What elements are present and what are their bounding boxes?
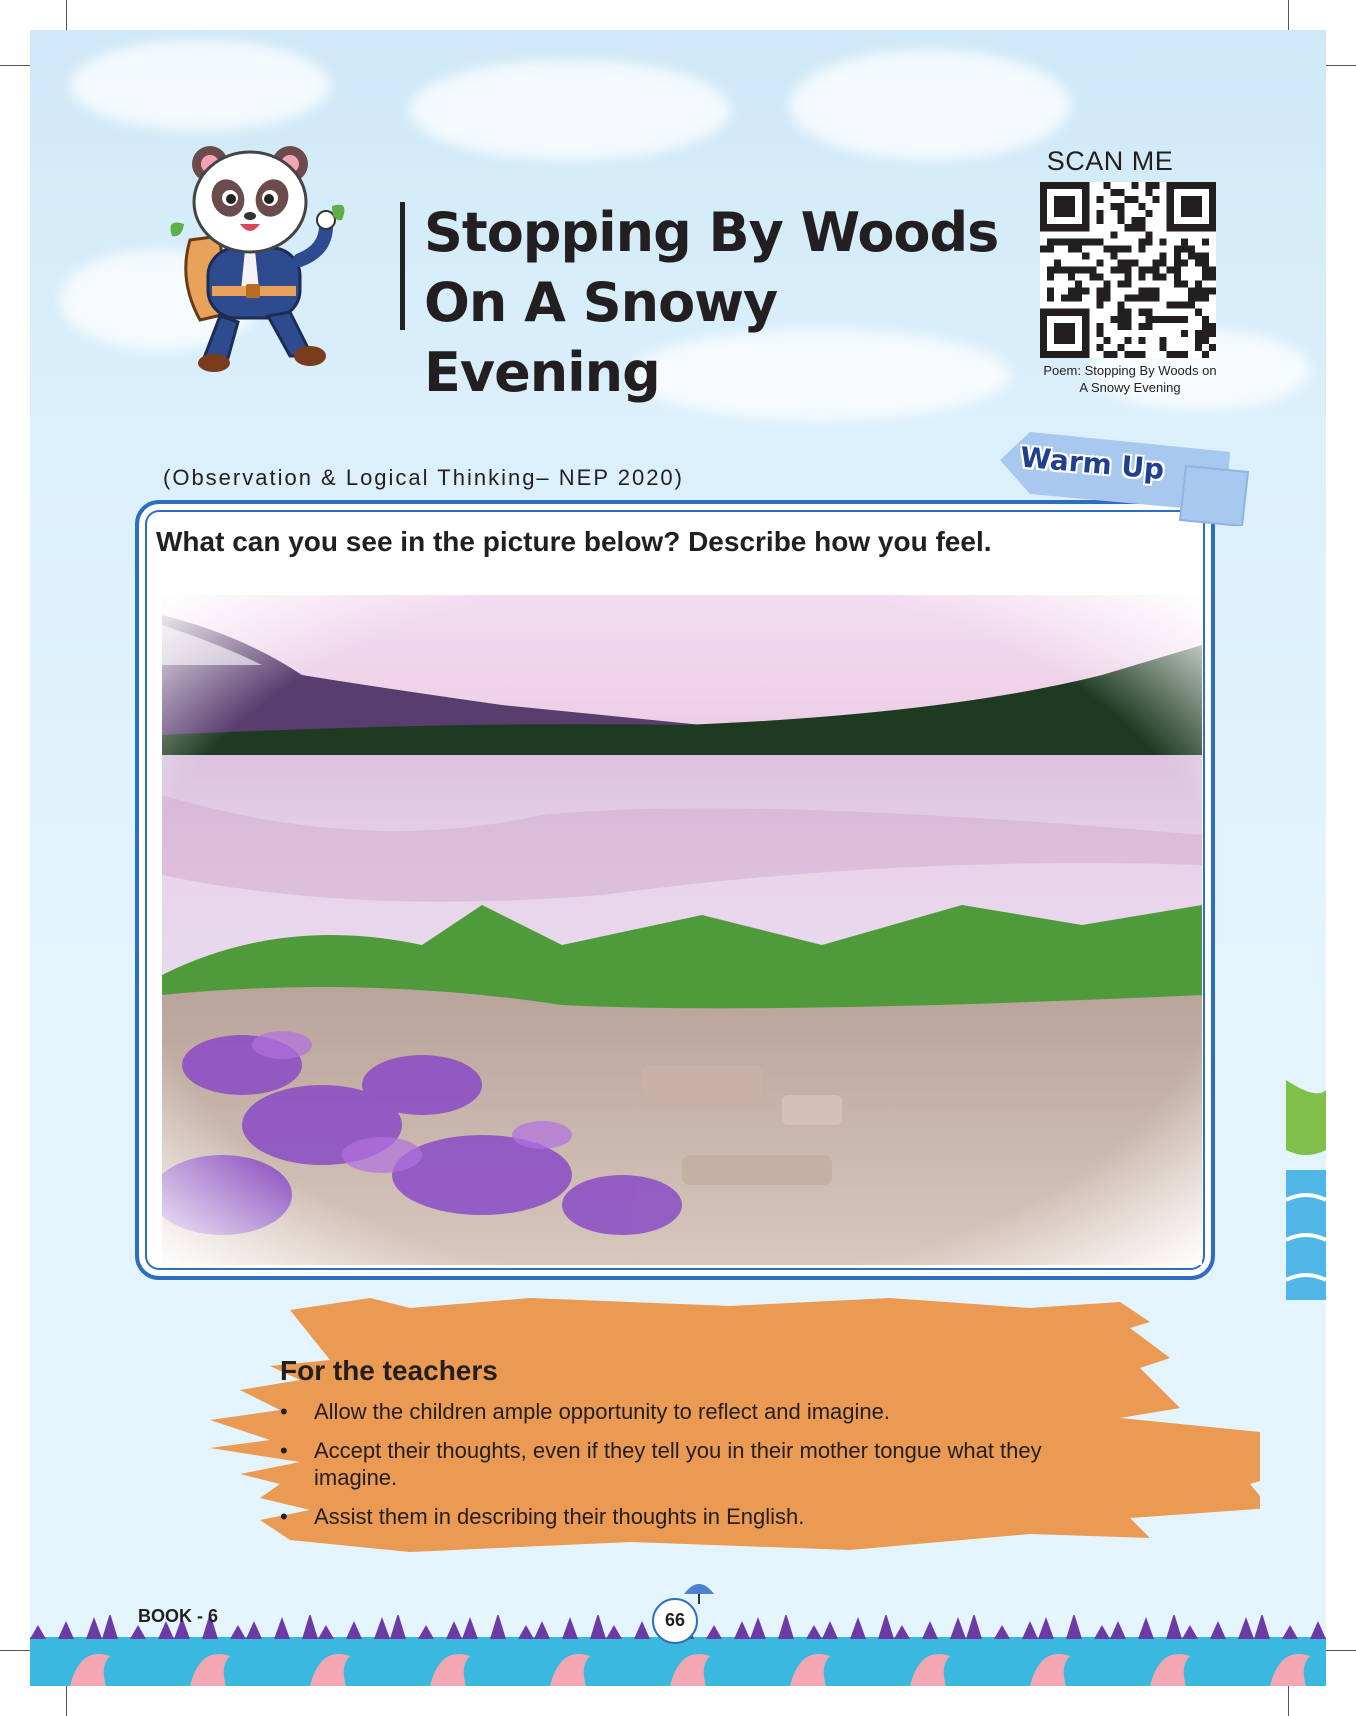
- crop-mark: [1288, 1686, 1289, 1716]
- scan-me-label: SCAN ME: [1046, 146, 1174, 176]
- cloud: [790, 50, 1070, 160]
- book-page: [30, 30, 1326, 1686]
- crop-mark: [1288, 0, 1289, 30]
- crop-mark: [1326, 1650, 1356, 1651]
- qr-code-icon[interactable]: [1040, 182, 1216, 358]
- lake-scene-image: [162, 595, 1202, 1265]
- list-item: • Accept their thoughts, even if they tell you in their mother tongue what they imagine.: [280, 1437, 1120, 1491]
- crop-mark: [1326, 65, 1356, 66]
- page-number: 66: [664, 1610, 686, 1630]
- list-item: • Allow the children ample opportunity to reflect and imagine.: [280, 1398, 1120, 1425]
- qr-caption: [1030, 362, 1230, 396]
- list-item: • Assist them in describing their thoughts in English.: [280, 1503, 1120, 1530]
- warm-up-question: What can you see in the picture below? Describe how you feel.: [156, 526, 992, 557]
- qr-caption-line-1: Poem: Stopping By Woods on: [1043, 363, 1217, 378]
- crop-mark: [66, 0, 67, 30]
- qr-caption-line-2: A Snowy Evening: [1079, 380, 1181, 395]
- crop-mark: [0, 1650, 30, 1651]
- nep-label: (Observation & Logical Thinking– NEP 2020): [163, 465, 684, 490]
- panda-mascot-icon: [150, 120, 350, 380]
- teachers-list: [280, 1398, 1120, 1542]
- cloud: [410, 60, 730, 160]
- side-decoration: [1286, 1080, 1326, 1300]
- page-title: [424, 198, 1024, 408]
- crop-mark: [0, 65, 30, 66]
- crop-mark: [66, 1686, 67, 1716]
- title-line-2: On A Snowy Evening: [424, 271, 778, 404]
- book-label: BOOK - 6: [138, 1606, 219, 1626]
- cloud: [70, 40, 330, 130]
- warm-up-badge: Warm Up: [1018, 440, 1166, 487]
- title-line-1: Stopping By Woods: [424, 201, 999, 264]
- title-divider: [400, 202, 405, 330]
- teachers-title: For the teachers: [280, 1355, 498, 1386]
